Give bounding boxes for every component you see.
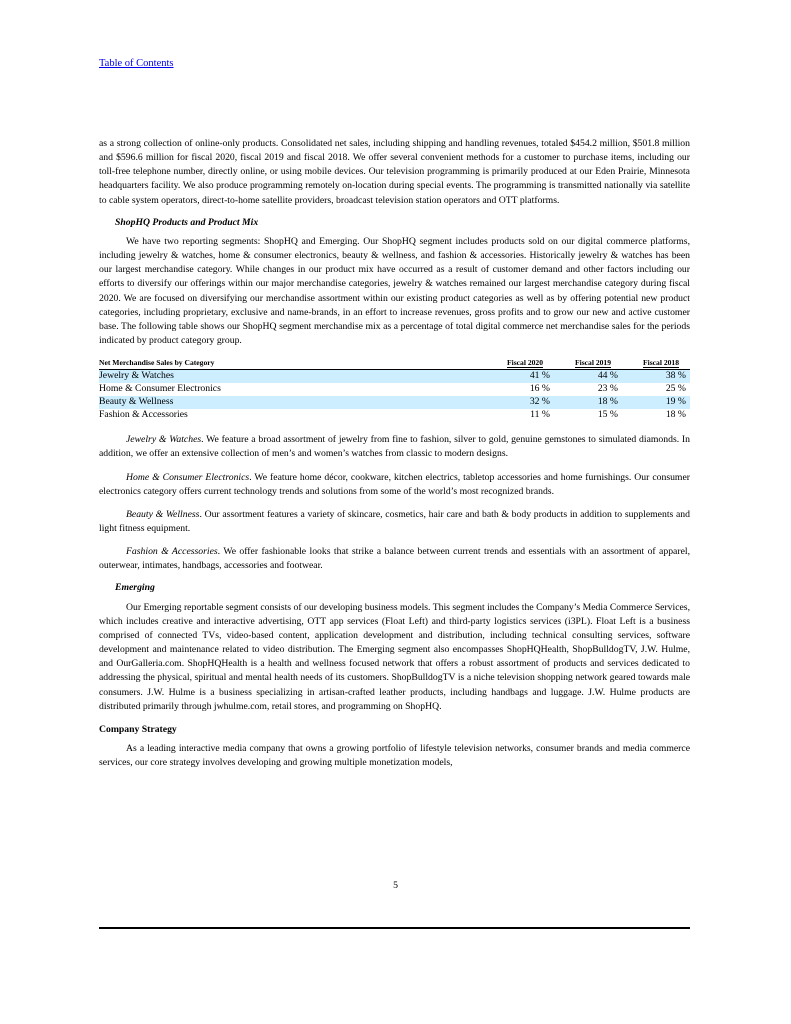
table-header-row bbox=[99, 358, 690, 370]
row-fy2019: 44 % bbox=[564, 370, 622, 384]
home-electronics-paragraph: Home & Consumer Electronics. We feature home décor, cookware, kitchen electrics, tabletop accessories and home furnishings. Our consumer electronics category offers current technology trends and solutions from some of the world’s most recognized brands. bbox=[99, 471, 690, 497]
row-fy2019: 18 % bbox=[564, 396, 622, 409]
intro-paragraph: as a strong collection of online-only products. Consolidated net sales, including shipping and handling revenues, totaled $454.2 million, $501.8 million and $596.6 million for fiscal 2020, fiscal 2019 and fiscal 2018. We offer several convenient methods for a customer to purchase items, including our toll-free telephone number, directly online, or using mobile devices. Our television programming is primarily produced at our Eden Prairie, Minnesota headquarters facility. We also produce programming remotely on-location during special events. The programming is transmitted nationally via satellite to cable system operators, direct-to-home satellite providers, broadcast television station operators and OTT platforms. bbox=[99, 138, 690, 206]
row-category: Jewelry & Watches bbox=[99, 370, 496, 384]
row-fy2020: 32 % bbox=[496, 396, 554, 409]
beauty-title: Beauty & Wellness bbox=[126, 508, 200, 520]
row-fy2020: 41 % bbox=[496, 370, 554, 384]
row-fy2019: 15 % bbox=[597, 409, 618, 421]
table-of-contents-link[interactable]: Table of Contents bbox=[99, 58, 174, 69]
page-number: 5 bbox=[393, 880, 398, 891]
header-fiscal-2019: Fiscal 2019 bbox=[564, 358, 622, 370]
table-row bbox=[99, 409, 690, 422]
company-strategy-paragraph: As a leading interactive media company that owns a growing portfolio of lifestyle television networks, consumer brands and media commerce services, our core strategy involves developing and growing multiple monetization models, bbox=[99, 743, 690, 769]
header-fiscal-2018: Fiscal 2018 bbox=[632, 358, 690, 370]
row-fy2018: 38 % bbox=[632, 370, 690, 384]
row-category: Home & Consumer Electronics bbox=[99, 383, 221, 395]
table-row bbox=[99, 396, 690, 409]
row-fy2018: 25 % bbox=[665, 383, 686, 395]
beauty-paragraph: Beauty & Wellness. Our assortment features a variety of skincare, cosmetics, hair care and bath & body products in addition to supplements and light fitness equipment. bbox=[99, 508, 690, 534]
shophq-paragraph: We have two reporting segments: ShopHQ and Emerging. Our ShopHQ segment includes products sold on our digital commerce platforms, including jewelry & watches, home & consumer electronics, beauty & wellness, and fashion & accessories. Historically jewelry & watches has been our largest merchandise category. While changes in our product mix have occurred as a result of customer demand and other factors including our efforts to diversify our offerings within our major merchandise categories, jewelry & watches remained our largest merchandise category during fiscal 2020. We are focused on diversifying our merchandise assortment within our existing product categories as well as by offering potential new product categories, including proprietary, exclusive and name-brands, in an effort to increase revenues, gross profits and to grow our new and active customer base. The following table shows our ShopHQ segment merchandise mix as a percentage of total digital commerce net merchandise sales for the periods indicated by product category group. bbox=[99, 235, 690, 347]
row-category: Fashion & Accessories bbox=[99, 409, 188, 421]
table-row bbox=[99, 383, 690, 396]
row-fy2020: 16 % bbox=[529, 383, 550, 395]
document-body bbox=[99, 137, 690, 770]
table-row bbox=[99, 370, 690, 384]
fashion-paragraph: Fashion & Accessories. We offer fashionable looks that strike a balance between current trends and essentials with an assortment of apparel, outerwear, intimates, handbags, accessories and footwear. bbox=[99, 546, 690, 572]
row-category: Beauty & Wellness bbox=[99, 396, 496, 409]
jewelry-title: Jewelry & Watches bbox=[126, 434, 202, 446]
header-category: Net Merchandise Sales by Category bbox=[99, 358, 496, 370]
jewelry-paragraph: Jewelry & Watches. We feature a broad assortment of jewelry from fine to fashion, silver to gold, genuine gemstones to simulated diamonds. In addition, we offer an extensive collection of men’s and women’s watches from classic to modern designs. bbox=[99, 434, 690, 460]
fashion-title: Fashion & Accessories bbox=[126, 546, 218, 558]
home-electronics-title: Home & Consumer Electronics bbox=[126, 471, 250, 483]
footer-divider bbox=[99, 927, 690, 929]
merchandise-mix-table bbox=[99, 358, 690, 422]
header-fiscal-2020: Fiscal 2020 bbox=[496, 358, 554, 370]
row-fy2019: 23 % bbox=[597, 383, 618, 395]
row-fy2020: 11 % bbox=[530, 409, 550, 421]
company-strategy-heading: Company Strategy bbox=[99, 723, 177, 735]
emerging-paragraph: Our Emerging reportable segment consists of our developing business models. This segment includes the Company’s Media Commerce Services, which includes creative and interactive advertising, OTT app services (Float Left) and third-party logistics services (i3PL). Float Left is a business comprised of connected TVs, video-based content, application development and distribution, including technical consulting services, software development and maintenance related to video distribution. The Emerging segment also encompasses ShopHQHealth, ShopBulldogTV, J.W. Hulme, and OurGalleria.com. ShopHQHealth is a health and wellness focused network that offers a robust assortment of products and services dedicated to addressing the physical, spiritual and mental health needs of its customers. ShopBulldogTV is a niche television shopping network geared towards male consumers. J.W. Hulme is a business specializing in artisan-crafted leather products, including handbags and luggage. J.W. Hulme products are distributed primarily through jwhulme.com, retail stores, and programming on ShopHQ. bbox=[99, 601, 690, 712]
shophq-heading: ShopHQ Products and Product Mix bbox=[115, 216, 259, 228]
emerging-heading: Emerging bbox=[115, 582, 155, 594]
row-fy2018: 18 % bbox=[665, 409, 686, 421]
row-fy2018: 19 % bbox=[632, 396, 690, 409]
